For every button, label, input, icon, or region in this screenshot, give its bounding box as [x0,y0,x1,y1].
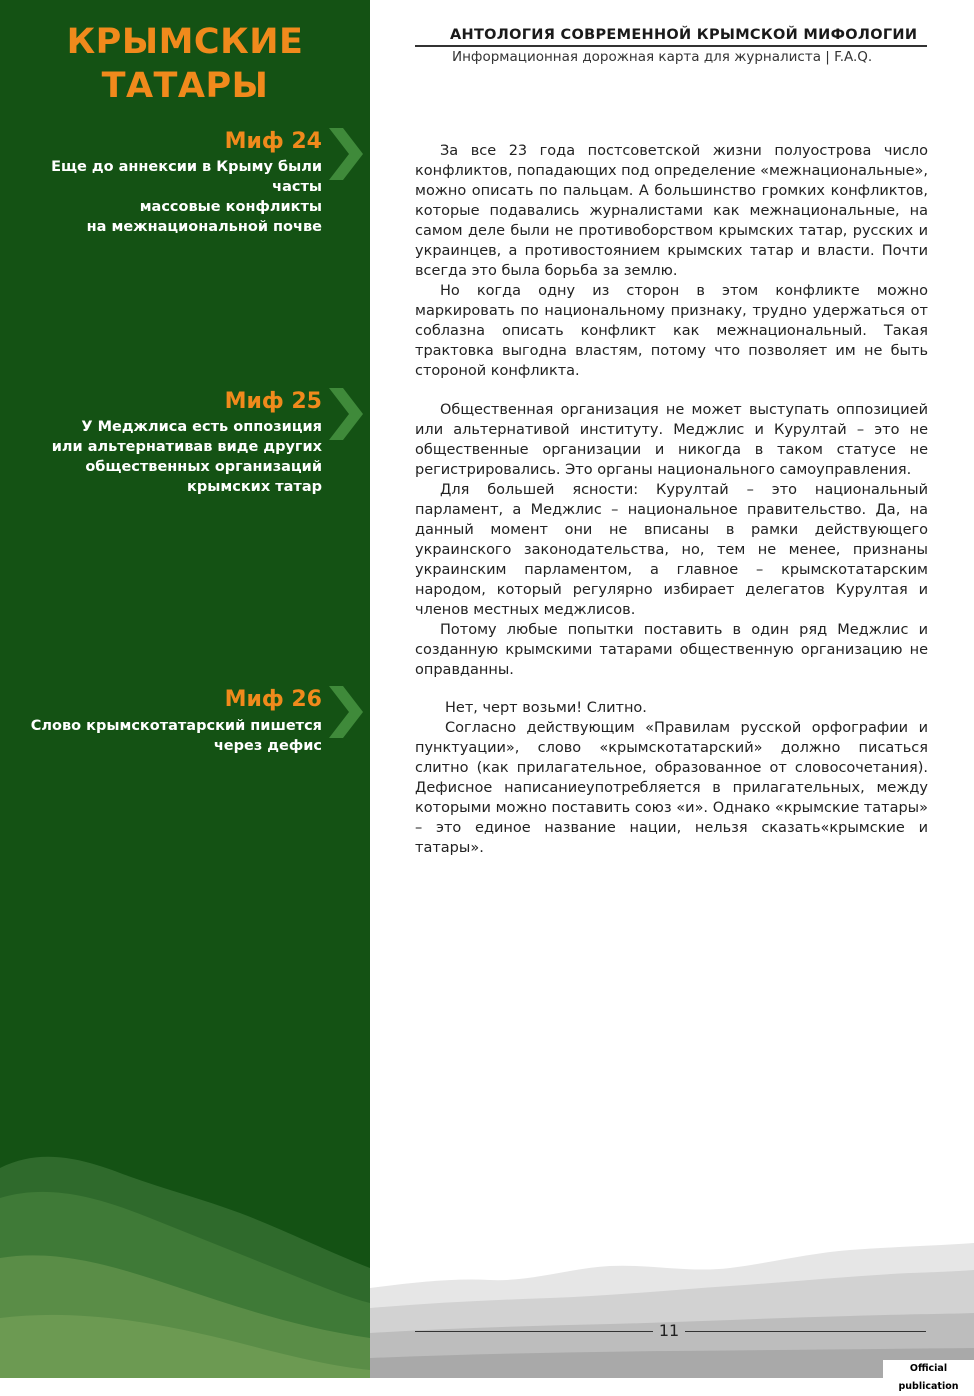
chevron-right-icon [326,128,366,180]
myth-24-label: Миф 24 [224,129,322,154]
myth-26-label: Миф 26 [224,687,322,712]
myth-26-paragraph: Согласно действующим «Правилам русской орфографии и пунктуации», слово «крымскотатарский» должно писаться слитно (как прилагательное, образованное от словосочетания). Дефисное написаниеупотребляется в прилагательных, между которыми можно поставить союз «и». Однако «крымские татары» – это единое название нации, нельзя сказать«крымские и татары». [415,720,928,856]
footer-rule-left [415,1331,653,1332]
myth-25-paragraph: Общественная организация не может выступать оппозицией или альтернативой институту. Меджлис и Курултай – это не общественные организации и никогда в таком статусе не регистрировались. Это органы национального самоуправления. [415,402,928,478]
myth-24-heading [2,157,322,237]
myth-24-heading-line: массовые конфликты [139,199,322,215]
myth-25-heading-line: У Меджлиса есть оппозиция [81,419,322,435]
brand-title-line1: КРЫМСКИЕ [66,22,304,62]
myth-25-body [415,400,928,680]
green-hills-image [0,1138,370,1378]
gray-hills-image [370,1228,974,1378]
header-subtitle: Информационная дорожная карта для журналиста | F.A.Q. [452,49,873,65]
myth-26-heading [2,716,322,756]
myth-26-heading-line: через дефис [213,738,322,754]
header-title: АНТОЛОГИЯ СОВРЕМЕННОЙ КРЫМСКОЙ МИФОЛОГИИ [450,27,918,43]
footer-rule-right [685,1331,926,1332]
header-divider [415,45,927,47]
brand-title-line2: ТАТАРЫ [101,66,269,106]
myth-24-heading-line: Еще до аннексии в Крыму были часты [51,159,322,195]
brand-title [0,20,370,108]
myth-25-paragraph: Потому любые попытки поставить в один ряд Меджлис и созданную крымскими татарами общественную организацию не оправданны. [415,622,928,678]
myth-24-body [415,141,928,381]
myth-24-heading-line: на межнациональной почве [86,219,322,235]
myth-26-paragraph: Нет, черт возьми! Слитно. [445,700,647,716]
myth-24-paragraph: Но когда одну из сторон в этом конфликте можно маркировать по национальному признаку, трудно удержаться от соблазна описать конфликт как межнациональный. Такая трактовка выгодна властям, потому что позволяет им не быть стороной конфликта. [415,283,928,379]
myth-26-body [415,698,928,858]
chevron-right-icon [326,388,366,440]
myth-25-paragraph: Для большей ясности: Курултай – это национальный парламент, а Меджлис – национальное правительство. Да, на данный момент они не вписаны в рамки действующего украинского законодательства, но, тем не менее, признаны украинским парламентом, а главное – крымскотатарским народом, который регулярно избирает делегатов Курултая и членов местных меджлисов. [415,482,928,618]
myth-25-label: Миф 25 [224,389,322,414]
myth-25-heading [2,417,322,497]
myth-25-heading-line: крымских татар [187,479,322,495]
official-publication-badge: Official publication [883,1360,974,1378]
myth-26-heading-line: Слово крымскотатарский пишется [30,718,322,734]
chevron-right-icon [326,686,366,738]
myth-24-paragraph: За все 23 года постсоветской жизни полуострова число конфликтов, попадающих под определение «межнациональные», можно описать по пальцам. А большинство громких конфликтов, которые подавались журналистами как межнациональные, на самом деле были не противоборством крымских татар, русских и украинцев, а противостоянием крымских татар и власти. Почти всегда это была борьба за землю. [415,143,929,279]
myth-25-heading-line: общественных организаций [85,459,322,475]
myth-25-heading-line: или альтернативав виде других [51,439,322,455]
page-number: 11 [658,1321,680,1340]
